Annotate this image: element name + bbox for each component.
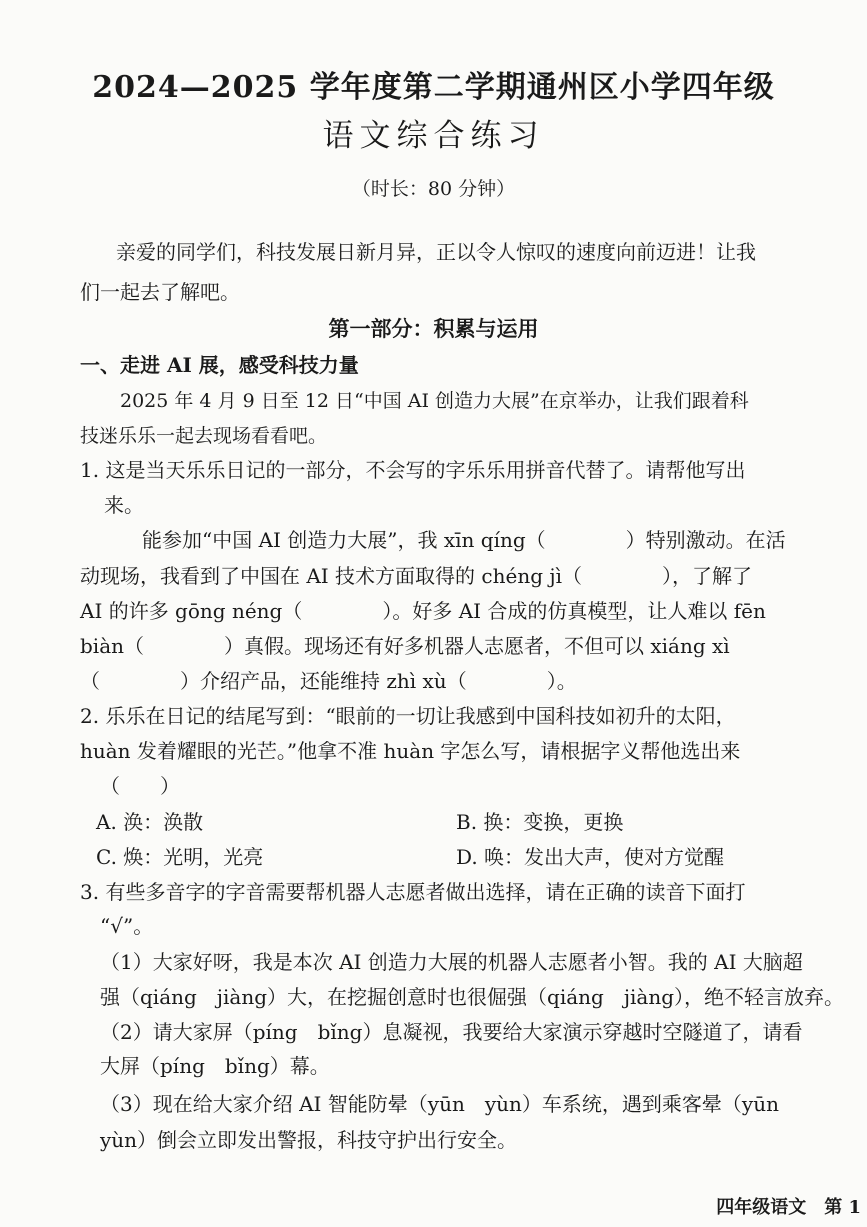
q3-stem-line: 3. 有些多音字的字音需要帮机器人志愿者做出选择，请在正确的读音下面打 bbox=[80, 880, 746, 904]
page-footer: 四年级语文 第 1 bbox=[716, 1197, 861, 1218]
q3-item-line: （2）请大家屏（píng bǐng）息凝视，我要给大家演示穿越时空隧道了，请看 bbox=[100, 1020, 803, 1044]
q2-option-a: A. 涣：涣散 bbox=[96, 810, 204, 834]
q1-stem-line: 来。 bbox=[104, 493, 144, 517]
intro-line: 亲爱的同学们，科技发展日新月异，正以令人惊叹的速度向前迈进！让我 bbox=[116, 240, 756, 264]
section1-title: 一、走进 AI 展，感受科技力量 bbox=[80, 353, 359, 377]
exam-duration: （时长：80 分钟） bbox=[351, 178, 516, 200]
q2-option-c: C. 焕：光明，光亮 bbox=[96, 845, 264, 869]
exam-title-line1: 2024—2025 学年度第二学期通州区小学四年级 bbox=[92, 70, 775, 105]
intro-line: 们一起去了解吧。 bbox=[80, 280, 240, 304]
q1-diary-line: biàn（ ）真假。现场还有好多机器人志愿者，不但可以 xiáng xì bbox=[80, 634, 730, 658]
q3-stem-line: “√”。 bbox=[100, 914, 154, 938]
q1-stem-line: 1. 这是当天乐乐日记的一部分，不会写的字乐乐用拼音代替了。请帮他写出 bbox=[80, 458, 746, 482]
q3-item-line: 强（qiáng jiàng）大，在挖掘创意时也很倔强（qiáng jiàng），绝不轻言放弃。 bbox=[100, 985, 845, 1009]
exam-title-line2: 语文综合练习 bbox=[322, 118, 545, 154]
part1-heading: 第一部分：积累与运用 bbox=[328, 316, 539, 341]
section1-intro-line: 技迷乐乐一起去现场看看吧。 bbox=[80, 425, 328, 447]
section1-intro-line: 2025 年 4 月 9 日至 12 日“中国 AI 创造力大展”在京举办，让我们跟着科 bbox=[120, 390, 749, 412]
q1-diary-line: （ ）介绍产品，还能维持 zhì xù（ ）。 bbox=[80, 669, 577, 693]
q1-diary-line: 能参加“中国 AI 创造力大展”，我 xīn qíng（ ）特别激动。在活 bbox=[142, 528, 786, 552]
q1-diary-line: AI 的许多 gōng néng（ ）。好多 AI 合成的仿真模型，让人难以 fēn bbox=[80, 599, 766, 623]
q2-stem-line: huàn 发着耀眼的光芒。”他拿不准 huàn 字怎么写，请根据字义帮他选出来 bbox=[80, 739, 741, 763]
q1-diary-line: 动现场，我看到了中国在 AI 技术方面取得的 chéng jì（ ），了解了 bbox=[80, 564, 752, 588]
q3-item-line: yùn）倒会立即发出警报，科技守护出行安全。 bbox=[100, 1128, 518, 1152]
q2-option-b: B. 换：变换，更换 bbox=[456, 810, 624, 834]
q3-item-line: 大屏（píng bǐng）幕。 bbox=[100, 1054, 330, 1078]
q2-stem-line: 2. 乐乐在日记的结尾写到：“眼前的一切让我感到中国科技如初升的太阳， bbox=[80, 704, 736, 728]
q3-item-line: （3）现在给大家介绍 AI 智能防晕（yūn yùn）车系统，遇到乘客晕（yūn bbox=[100, 1092, 779, 1116]
q2-answer-blank: （ ） bbox=[100, 774, 180, 798]
q3-item-line: （1）大家好呀，我是本次 AI 创造力大展的机器人志愿者小智。我的 AI 大脑超 bbox=[100, 950, 803, 974]
q2-option-d: D. 唤：发出大声，使对方觉醒 bbox=[456, 845, 725, 869]
